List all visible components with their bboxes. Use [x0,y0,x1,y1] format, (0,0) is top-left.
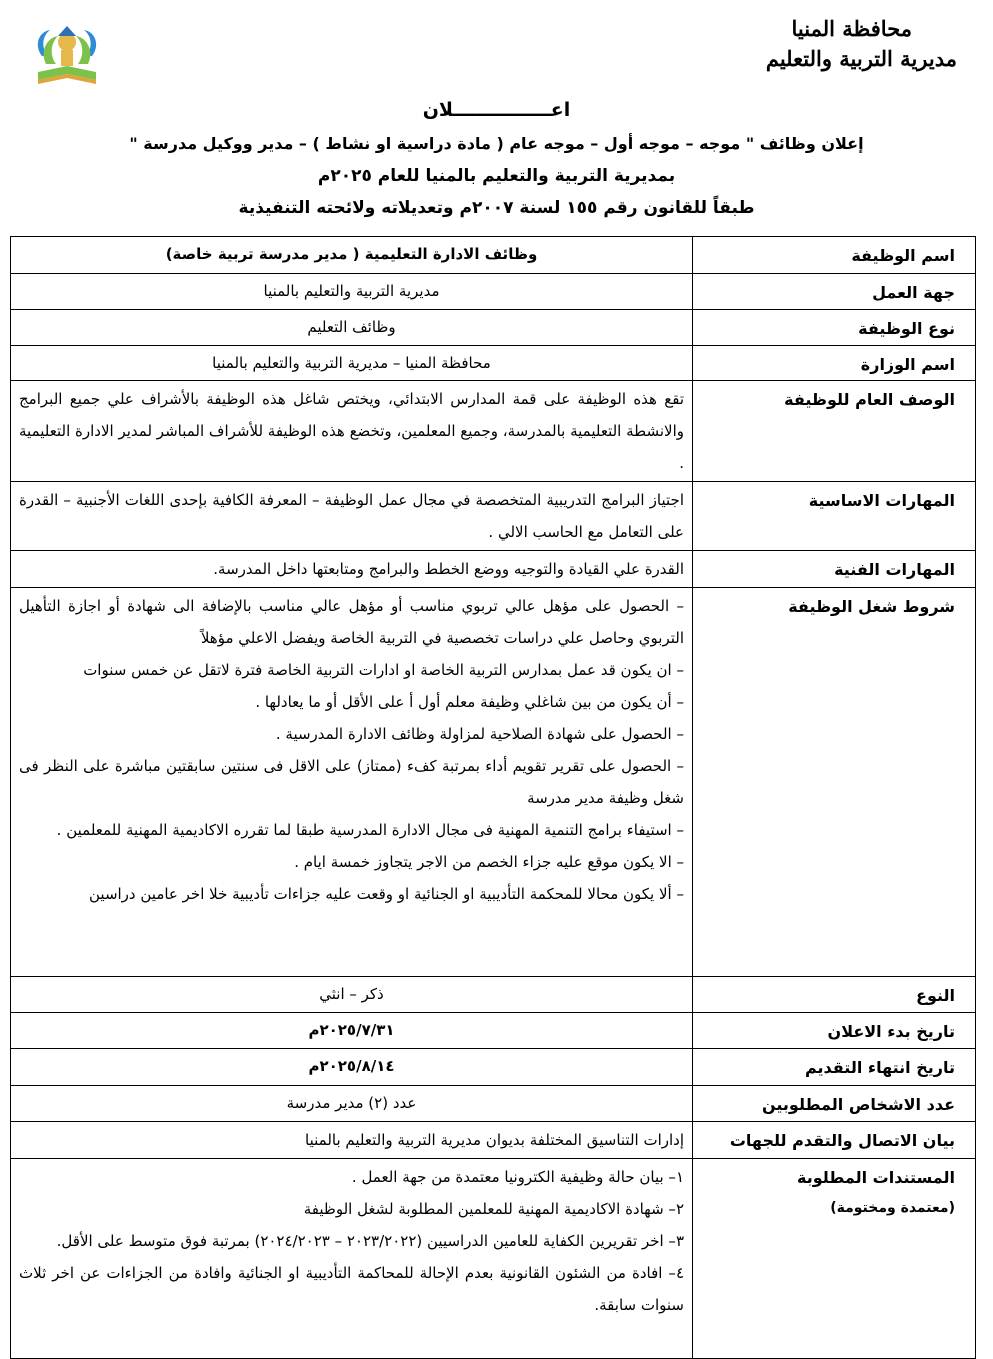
row-label: شروط شغل الوظيفة [693,588,976,977]
gender-value: ذكر – انثي [11,977,693,1013]
documents-list [11,1159,693,1359]
list-item: – أن يكون من بين شاغلي وظيفة معلم أول أ على الأقل أو ما يعادلها . [255,693,684,711]
jobs-line: إعلان وظائف " موجه – موجه أول – موجه عام ( مادة دراسية او نشاط ) – مدير ووكيل مدرسة " [129,134,864,153]
row-label: اسم الوظيفة [693,237,976,274]
list-item: – الحصول على تقرير تقويم أداء بمرتبة كفء (ممتاز) على الاقل فى سنتين سابقتين مباشرة على النظر فى شغل وظيفة مدير مدرسة [19,757,684,807]
documents-label: المستندات المطلوبة [796,1168,955,1187]
table-row [11,381,976,482]
list-item: – استيفاء برامج التنمية المهنية فى مجال الادارة المدرسية طبقا لما تقرره الاكاديمية المهنية للمعلمين . [56,821,684,839]
ministry-logo-icon [28,22,106,92]
workplace-value: مديرية التربية والتعليم بالمنيا [11,274,693,310]
directorate-line: بمديرية التربية والتعليم بالمنيا للعام ٢٠٢٥م [317,166,676,186]
row-label: تاريخ انتهاء التقديم [693,1049,976,1086]
row-label: بيان الاتصال والتقدم للجهات [693,1122,976,1159]
list-item: ٤– افادة من الشئون القانونية بعدم الإحالة للمحاكمة التأديبية او الجنائية وافادة من الجزاءات عن اخر ثلاث سنوات سابقة. [19,1264,684,1314]
list-item: ٣– اخر تقريرين الكفاية للعامين الدراسيين (٢٠٢٣/٢٠٢٢ – ٢٠٢٤/٢٠٢٣) بمرتبة فوق متوسط على الأقل. [56,1232,684,1250]
job-name-value: وظائف الادارة التعليمية ( مدير مدرسة تربية خاصة) [11,237,693,274]
row-label: عدد الاشخاص المطلوبين [693,1086,976,1122]
table-row [11,1049,976,1086]
announcement-heading: اعـــــــــــــــلان [422,99,571,121]
table-row [11,1159,976,1359]
contact-value: إدارات التناسيق المختلفة بديوان مديرية التربية والتعليم بالمنيا [11,1122,693,1159]
table-row [11,310,976,346]
description-value: تقع هذه الوظيفة على قمة المدارس الابتدائي، ويختص شاغل هذه الوظيفة بالأشراف علي جميع البرامج والانشطة التعليمية بالمدرسة، وجميع المعلمين، وتخضع هذه الوظيفة للأشراف المباشر لمدير الادارة التعليمية . [11,381,693,482]
row-label: المهارات الفنية [693,551,976,588]
list-item: ٢– شهادة الاكاديمية المهنية للمعلمين المطلوبة لشغل الوظيفة [303,1200,684,1218]
start-date-value: ٢٠٢٥/٧/٣١م [11,1013,693,1049]
row-label: نوع الوظيفة [693,310,976,346]
list-item: – ان يكون قد عمل بمدارس التربية الخاصة او ادارات التربية الخاصة فترة لاتقل عن خمس سنوات [83,661,684,679]
list-item: – الحصول على شهادة الصلاحية لمزاولة وظائف الادارة المدرسية . [275,725,684,743]
table-row [11,274,976,310]
table-row [11,346,976,381]
row-label: النوع [693,977,976,1013]
directorate-name: مديرية التربية والتعليم [765,46,957,71]
row-label [693,1159,976,1359]
job-type-value: وظائف التعليم [11,310,693,346]
technical-skills-value: القدرة علي القيادة والتوجيه ووضع الخطط والبرامج ومتابعتها داخل المدرسة. [11,551,693,588]
row-label: تاريخ بدء الاعلان [693,1013,976,1049]
conditions-list [11,588,693,977]
governorate-name: محافظة المنيا [791,16,912,41]
law-line: طبقاً للقانون رقم ١٥٥ لسنة ٢٠٠٧م وتعديلاته ولائحته التنفيذية [238,198,755,218]
issuer-block [766,14,957,74]
table-row [11,1086,976,1122]
row-label: جهة العمل [693,274,976,310]
list-item: – الحصول على مؤهل عالي تربوي مناسب أو مؤهل عالي مناسب بالإضافة الى شهادة أو اجازة التأهيل التربوي وحاصل علي دراسات تخصصية في التربية الخاصة ويفضل الاعلي مؤهلاً [19,597,684,647]
count-value: عدد (٢) مدير مدرسة [11,1086,693,1122]
list-item: – ألا يكون محالا للمحكمة التأديبية او الجنائية او وقعت عليه جزاءات تأديبية خلا اخر عامين دراسين [89,885,684,903]
row-label: المهارات الاساسية [693,482,976,551]
table-row [11,1122,976,1159]
documents-label-note: (معتمدة ومختومة) [830,1200,955,1216]
announcement-titles [0,96,993,224]
table-row [11,977,976,1013]
letterhead [0,0,993,100]
basic-skills-value: اجتياز البرامج التدريبية المتخصصة في مجال عمل الوظيفة – المعرفة الكافية بإحدى اللغات الأجنبية – القدرة على التعامل مع الحاسب الالي . [11,482,693,551]
table-row [11,482,976,551]
table-row [11,1013,976,1049]
row-label: اسم الوزارة [693,346,976,381]
table-row [11,588,976,977]
table-row [11,551,976,588]
table-row [11,237,976,274]
ministry-value: محافظة المنيا – مديرية التربية والتعليم بالمنيا [11,346,693,381]
job-spec-table [10,236,976,1359]
end-date-value: ٢٠٢٥/٨/١٤م [11,1049,693,1086]
list-item: ١– بيان حالة وظيفية الكترونيا معتمدة من جهة العمل . [351,1168,684,1186]
list-item: – الا يكون موقع عليه جزاء الخصم من الاجر يتجاوز خمسة ايام . [294,853,684,871]
row-label: الوصف العام للوظيفة [693,381,976,482]
